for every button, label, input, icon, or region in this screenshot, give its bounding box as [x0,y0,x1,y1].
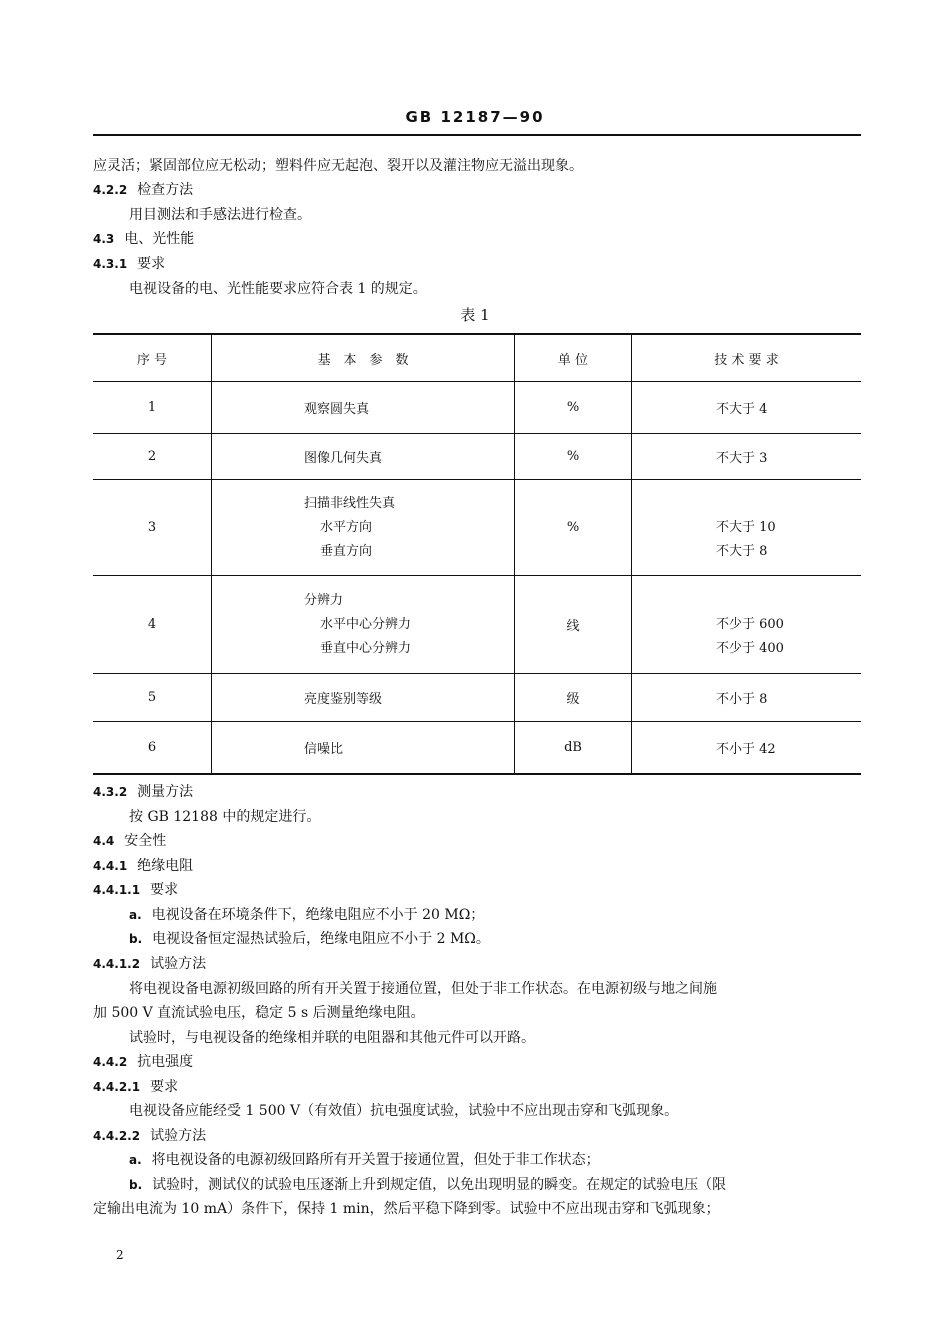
paragraph: 试验时，与电视设备的绝缘相并联的电阻器和其他元件可以开路。 [129,1030,535,1046]
list-item [129,929,490,949]
list-text: 电视设备在环境条件下，绝缘电阻应不小于 20 MΩ； [151,907,485,923]
parameter-line: 水平方向 [320,519,373,535]
section-number: 4.4.2.2 [93,1129,141,1143]
section-number: 4.3.2 [93,785,128,799]
requirement: 不小于 42 [632,722,862,774]
section-title: 试验方法 [150,1128,207,1144]
list-label: b. [129,932,143,946]
paragraph-continued: 加 500 V 直流试验电压，稳定 5 s 后测量绝缘电阻。 [93,1005,425,1021]
list-label: a. [129,908,142,922]
parameter: 亮度鉴别等级 [212,674,515,722]
table-row [93,674,861,722]
row-number: 2 [93,434,212,480]
parameter-line: 分辨力 [304,592,344,608]
unit: % [515,434,632,480]
table-row [93,576,861,674]
intro-line: 应灵活；紧固部位应无松动；塑料件应无起泡、裂开以及灌注物应无溢出现象。 [93,158,583,174]
standard-header: GB 12187—90 [405,108,545,126]
table-row [93,382,861,434]
requirement [632,480,862,576]
list-label: a. [129,1153,142,1167]
parameter-line: 垂直中心分辨力 [320,640,412,656]
paragraph: 电视设备的电、光性能要求应符合表 1 的规定。 [129,281,427,297]
list-label: b. [129,1178,143,1192]
requirement-line [716,589,861,613]
unit: 级 [515,674,632,722]
section-4-4-1-1 [93,880,178,900]
table-header-row [93,334,861,382]
row-number: 4 [93,576,212,674]
section-number: 4.4.1.1 [93,883,141,897]
requirement: 不大于 3 [632,434,862,480]
header-cell: 技 术 要 求 [632,334,862,382]
section-title: 抗电强度 [137,1054,194,1070]
requirement-line: 不大于 8 [716,543,768,559]
row-number: 5 [93,674,212,722]
unit: dB [515,722,632,774]
paragraph: 用目测法和手感法进行检查。 [129,207,311,223]
section-number: 4.3 [93,232,115,246]
paragraph: 按 GB 12188 中的规定进行。 [129,809,321,825]
section-title: 测量方法 [137,784,194,800]
row-number: 3 [93,480,212,576]
requirement-line: 不少于 600 [716,616,784,632]
section-number: 4.4.2 [93,1055,128,1069]
section-4-3-1 [93,254,165,274]
section-number: 4.2.2 [93,183,128,197]
parameter: 信噪比 [212,722,515,774]
section-title: 要求 [137,256,166,272]
section-title: 试验方法 [150,956,207,972]
table-row [93,722,861,774]
section-title: 检查方法 [137,182,194,198]
section-title: 安全性 [124,833,167,849]
requirement: 不小于 8 [632,674,862,722]
requirement: 不大于 4 [632,382,862,434]
parameter [212,576,515,674]
unit: 线 [515,576,632,674]
parameter-line: 水平中心分辨力 [320,616,412,632]
parameter: 观察圆失真 [212,382,515,434]
table-row [93,480,861,576]
section-title: 要求 [150,882,179,898]
section-4-4-2 [93,1052,193,1072]
paragraph: 将电视设备电源初级回路的所有开关置于接通位置，但处于非工作状态。在电源初级与地之间施 [129,981,717,997]
section-number: 4.4.1 [93,859,128,873]
section-4-3-2 [93,782,193,802]
table-caption: 表 1 [460,306,490,324]
list-item [129,1150,600,1170]
requirement-line [716,492,861,516]
section-number: 4.3.1 [93,257,128,271]
list-item [129,1175,726,1195]
list-item [129,905,484,925]
section-number: 4.4 [93,834,115,848]
requirement [632,576,862,674]
paragraph: 电视设备应能经受 1 500 V（有效值）抗电强度试验，试验中不应出现击穿和飞弧现象。 [129,1103,679,1119]
section-4-4-2-1 [93,1077,178,1097]
list-text: 试验时，测试仪的试验电压逐渐上升到规定值，以免出现明显的瞬变。在规定的试验电压（限 [152,1177,727,1193]
section-title: 绝缘电阻 [137,858,194,874]
list-text: 电视设备恒定湿热试验后，绝缘电阻应不小于 2 MΩ。 [152,931,490,947]
section-4-2-2 [93,180,193,200]
requirement-line: 不大于 10 [716,519,776,535]
requirement-line: 不少于 400 [716,640,784,656]
header-cell: 序 号 [93,334,212,382]
section-number: 4.4.1.2 [93,957,141,971]
list-text: 将电视设备的电源初级回路所有开关置于接通位置，但处于非工作状态； [151,1152,600,1168]
section-4-4-1 [93,856,193,876]
unit: % [515,382,632,434]
section-4-3 [93,229,194,249]
row-number: 1 [93,382,212,434]
spec-table [93,333,861,775]
parameter-line: 扫描非线性失真 [304,495,396,511]
page-number: 2 [116,1248,124,1262]
section-title: 电、光性能 [124,231,195,247]
row-number: 6 [93,722,212,774]
section-4-4 [93,831,166,851]
header-rule [93,134,861,136]
section-title: 要求 [150,1079,179,1095]
table-row [93,434,861,480]
header-cell: 单 位 [515,334,632,382]
header-cell: 基 本 参 数 [212,334,515,382]
parameter: 图像几何失真 [212,434,515,480]
section-number: 4.4.2.1 [93,1080,141,1094]
section-4-4-1-2 [93,954,206,974]
section-4-4-2-2 [93,1126,206,1146]
parameter [212,480,515,576]
unit: % [515,480,632,576]
paragraph-continued: 定输出电流为 10 mA）条件下，保持 1 min，然后平稳下降到零。试验中不应出现击穿和飞弧现象； [93,1201,720,1217]
parameter-line: 垂直方向 [320,543,373,559]
